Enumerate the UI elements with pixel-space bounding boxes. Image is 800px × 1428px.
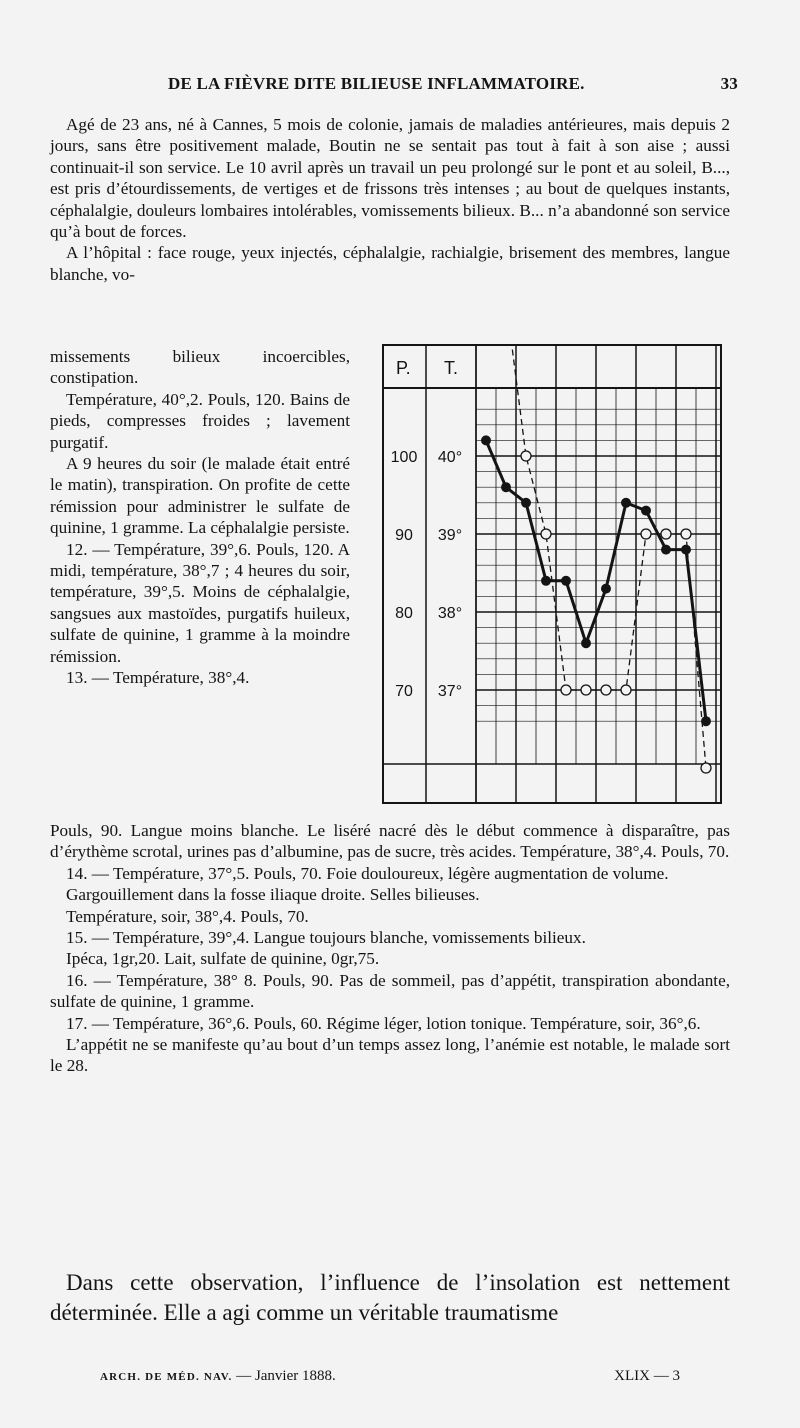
pulse-point [661,529,671,539]
journal-abbrev: ARCH. DE MÉD. NAV. [100,1371,233,1383]
column-header-t: T. [444,358,459,378]
temperature-point [501,482,511,492]
body-paragraph: Pouls, 90. Langue moins blanche. Le liséré nacré dès le début commence à disparaître, pas d’érythème scrotal, urines pas d’albumine, pas de sucre, très acides. Température, 38°,4. Pouls, 70. [50,821,730,862]
footer-journal [100,1368,336,1385]
chart-frame [383,345,721,803]
body-paragraph: 16. — Température, 38° 8. Pouls, 90. Pas de sommeil, pas d’appétit, transpiration abondante, sulfate de quinine, 1 gramme. [50,970,730,1012]
temperature-point [641,506,651,516]
temperature-tick-label: 40° [437,449,463,466]
temperature-point [581,638,591,648]
temperature-tick-label: 37° [437,683,463,700]
temperature-point [661,545,671,555]
page-number: 33 [720,74,738,93]
left-column-paragraph: Température, 40°,2. Pouls, 120. Bains de pieds, compresses froides ; lavement purgatif. [50,389,350,452]
pulse-point [541,529,551,539]
footer-volume: XLIX — 3 [614,1368,680,1384]
temperature-tick-label: 39° [437,527,463,544]
left-column-paragraph: A 9 heures du soir (le malade était entré le matin), transpiration. On profite de cette rémission pour administrer le sulfate de quinine, 1 gramme. La céphalalgie persiste. [50,454,350,538]
footer-date: Janvier 1888. [254,1368,336,1384]
temperature-point [701,716,711,726]
running-head-title: DE LA FIÈVRE DITE BILIEUSE INFLAMMATOIRE. [168,74,585,93]
body-paragraph: L’appétit ne se manifeste qu’au bout d’un temps assez long, l’anémie est notable, le malade sort le 28. [50,1035,730,1076]
body-paragraph: 14. — Température, 37°,5. Pouls, 70. Foie douloureux, légère augmentation de volume. [66,863,669,883]
body-paragraph: Température, soir, 38°,4. Pouls, 70. [66,906,309,926]
chart-svg [382,344,722,804]
body-paragraph: 17. — Température, 36°,6. Pouls, 60. Régime léger, lotion tonique. Température, soir, 36°,6. [66,1013,701,1033]
temperature-tick-label: 38° [437,605,463,622]
hospital-paragraph-start: A l’hôpital : face rouge, yeux injectés, céphalalgie, rachialgie, brisement des membres, langue blanche, vo- [50,243,730,284]
left-column-paragraph: missements bilieux incoercibles, constipation. [50,347,350,388]
pulse-tick-label: 100 [390,449,418,466]
temperature-pulse-chart [382,344,722,804]
body-paragraph: 15. — Température, 39°,4. Langue toujours blanche, vomissements bilieux. [66,928,586,948]
closing-text: Dans cette observation, l’influence de l’insolation est nettement déterminée. Elle a agi comme un véritable traumatisme [50,1270,730,1325]
temperature-point [561,576,571,586]
temperature-point [541,576,551,586]
left-column-text [50,346,350,689]
closing-paragraph [50,1268,730,1328]
pulse-point [641,529,651,539]
left-column-paragraph: 12. — Température, 39°,6. Pouls, 120. A midi, température, 38°,7 ; 4 heures du soir, température, 39°,5. Moins de céphalalgie, sangsues aux mastoïdes, purgatifs huileux, sulfate de quinine, 1 gramme à la moindre rémission. [50,539,350,666]
column-header-p: P. [396,358,411,378]
pulse-point [701,763,711,773]
temperature-point [621,498,631,508]
day13-line: 13. — Température, 38°,4. [66,668,250,688]
temperature-point [681,545,691,555]
temperature-point [521,498,531,508]
pulse-tick-label: 90 [395,527,413,544]
footer-separator: — [232,1368,255,1384]
pulse-point [561,685,571,695]
pulse-point [621,685,631,695]
body-paragraph: Gargouillement dans la fosse iliaque droite. Selles bilieuses. [66,885,480,905]
temperature-point [481,435,491,445]
intro-paragraph: Agé de 23 ans, né à Cannes, 5 mois de colonie, jamais de maladies antérieures, mais depuis 2 jours, sans être positivement malade, Boutin ne se sentait pas tout à fait à son aise ; aussi continuait-il son service. Le 10 avril après un travail un peu prolongé sur le pont et au soleil, B..., est pris d’étourdissements, de vertiges et de frissons très intenses ; au bout de quelques instants, céphalalgie, douleurs lombaires intolérables, vomissements bilieux. B... n’a abandonné son service qu’à bout de forces. [50,115,730,242]
after-chart-block [50,820,730,1077]
page-footer [100,1368,700,1390]
temperature-point [601,584,611,594]
body-paragraph: Ipéca, 1gr,20. Lait, sulfate de quinine, 0gr,75. [66,949,380,969]
pulse-point [601,685,611,695]
pulse-point [681,529,691,539]
pulse-tick-label: 80 [395,605,413,622]
pulse-point [581,685,591,695]
intro-block [50,114,730,285]
running-head [48,74,738,104]
pulse-tick-label: 70 [395,683,413,700]
pulse-point [521,451,531,461]
